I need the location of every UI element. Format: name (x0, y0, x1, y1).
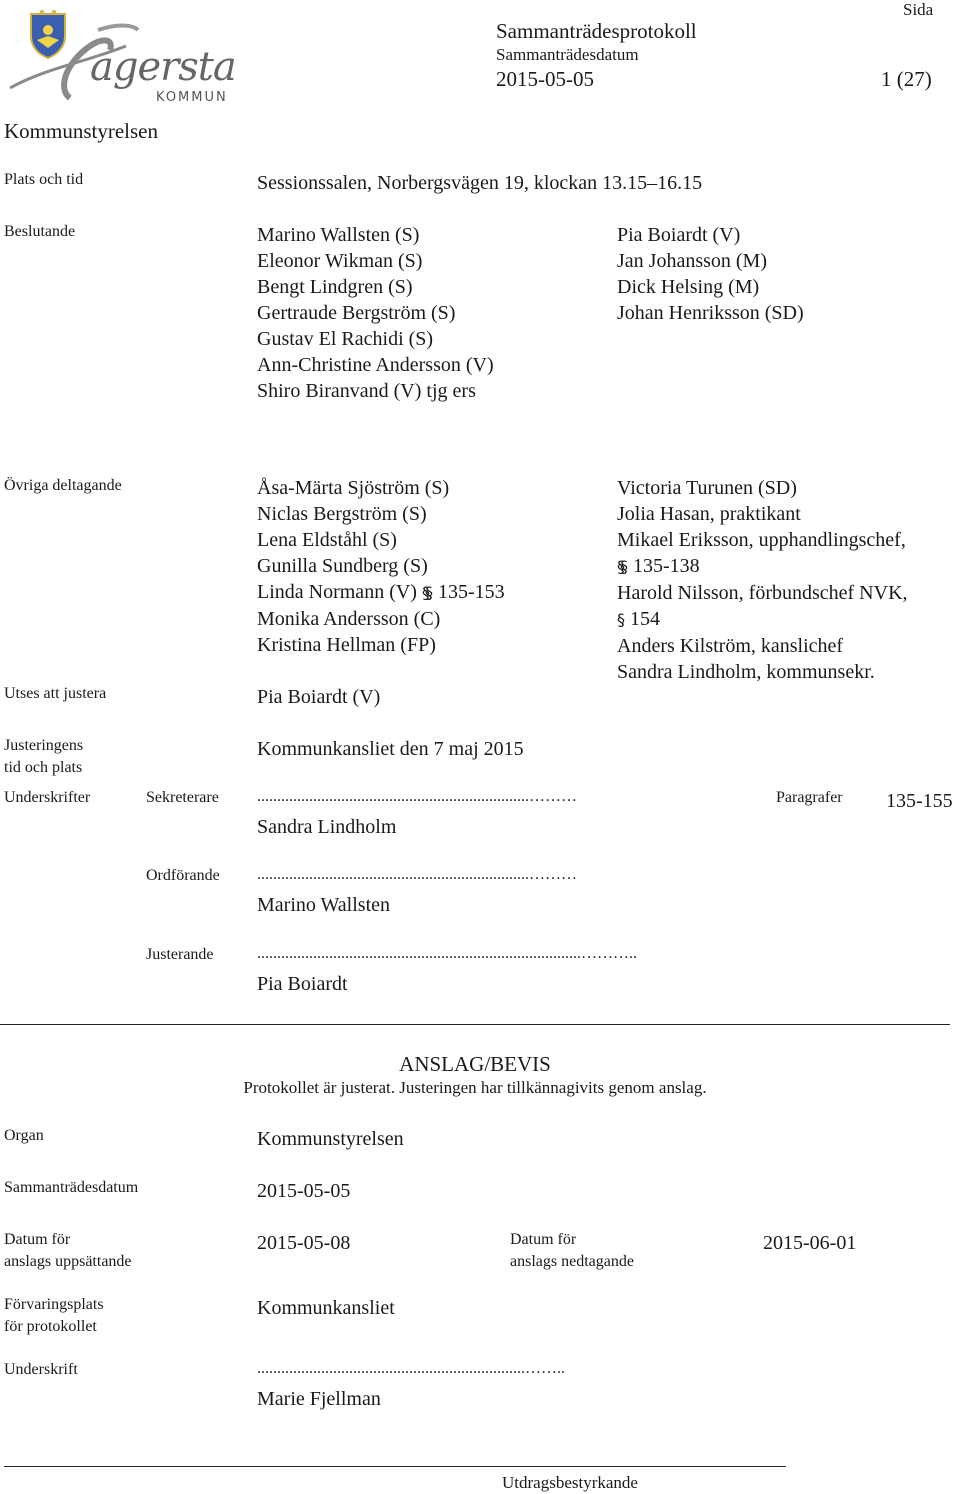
footer-label: Utdragsbestyrkande (502, 1473, 638, 1492)
ovriga-list-1 (257, 475, 505, 658)
list-item: Anders Kilström, kanslichef (617, 635, 844, 657)
forvaring-value: Kommunkansliet (257, 1297, 395, 1319)
list-item: Dick Helsing (M) (617, 276, 760, 298)
list-item (617, 606, 908, 633)
list-item: Niclas Bergström (S) (257, 503, 427, 525)
nedtagande-label-line2: anslags nedtagande (510, 1253, 634, 1270)
header-date-label: Sammanträdesdatum (496, 45, 639, 64)
list-item: Pia Boiardt (V) (617, 224, 741, 246)
paragraph-sign-icon: §§ (421, 583, 428, 602)
logo-subtitle: KOMMUN (156, 90, 228, 105)
utses-value: Pia Boiardt (V) (257, 686, 381, 708)
list-item: Monika Andersson (C) (257, 608, 441, 630)
list-item: Gunilla Sundberg (S) (257, 555, 428, 577)
list-item: Jolia Hasan, praktikant (617, 503, 801, 525)
uppsattande-label-line2: anslags uppsättande (4, 1253, 132, 1270)
ovriga-list-2 (617, 475, 908, 685)
list-item: Johan Henriksson (SD) (617, 302, 804, 324)
nedtagande-label-line1: Datum för (510, 1231, 577, 1248)
justering-value: Kommunkansliet den 7 maj 2015 (257, 738, 524, 760)
document-title: Sammanträdesprotokoll (496, 19, 697, 43)
list-item: Åsa-Märta Sjöström (S) (257, 477, 450, 499)
sekreterare-name: Sandra Lindholm (257, 816, 397, 838)
paragraph-sign-icon: §§ (617, 557, 623, 576)
list-item: Marino Wallsten (S) (257, 224, 420, 246)
list-item: Mikael Eriksson, upphandlingschef, (617, 529, 906, 551)
place-label: Plats och tid (4, 171, 84, 188)
list-item: Sandra Lindholm, kommunsekr. (617, 661, 875, 683)
organ-label: Organ (4, 1127, 44, 1144)
anslag-subtitle: Protokollet är justerat. Justeringen har tillkännagivits genom anslag. (243, 1078, 707, 1097)
logo-wordmark: agersta (90, 44, 236, 90)
ordforande-name: Marino Wallsten (257, 894, 390, 916)
list-item: Harold Nilsson, förbundschef NVK, (617, 582, 908, 604)
list-item: Bengt Lindgren (S) (257, 276, 413, 298)
paragraph-sign-icon: § (617, 610, 620, 629)
uppsattande-value: 2015-05-08 (257, 1232, 351, 1254)
underskrift-signature-line: ...................................................................…….. (257, 1360, 565, 1377)
underskrift-name: Marie Fjellman (257, 1388, 381, 1410)
list-item: Gustav El Rachidi (S) (257, 328, 434, 350)
paragraph-range: 154 (630, 608, 660, 630)
nedtagande-value: 2015-06-01 (763, 1232, 857, 1254)
sekreterare-label: Sekreterare (146, 789, 219, 806)
list-item: Jan Johansson (M) (617, 250, 767, 272)
list-item: Eleonor Wikman (S) (257, 250, 423, 272)
paragraph-range: 135-153 (437, 581, 505, 603)
forvaring-label-line2: för protokollet (4, 1318, 97, 1335)
uppsattande-label-line1: Datum för (4, 1231, 71, 1248)
list-item (617, 553, 908, 580)
page-label: Sida (903, 0, 934, 19)
utses-label: Utses att justera (4, 685, 107, 702)
beslutande-list-1 (257, 222, 494, 404)
place-value: Sessionssalen, Norbergsvägen 19, klockan 13.15–16.15 (257, 172, 703, 194)
ovriga-label: Övriga deltagande (4, 477, 122, 494)
municipality-logo (6, 10, 236, 105)
ordforande-signature-line: ....................................................................……… (257, 866, 577, 883)
justerande-signature-line: .................................................................................……….. (257, 945, 637, 962)
justerande-label: Justerande (146, 946, 214, 963)
header-date: 2015-05-05 (496, 67, 594, 91)
beslutande-list-2 (617, 222, 804, 326)
anslag-date-value: 2015-05-05 (257, 1180, 351, 1202)
ordforande-label: Ordförande (146, 867, 220, 884)
paragrafer-label: Paragrafer (776, 789, 843, 806)
list-item: Gertraude Bergström (S) (257, 302, 456, 324)
anslag-date-label: Sammanträdesdatum (4, 1179, 139, 1196)
justerande-name: Pia Boiardt (257, 973, 348, 995)
body-name: Kommunstyrelsen (4, 119, 158, 143)
signatures-label: Underskrifter (4, 789, 91, 806)
justering-label-line1: Justeringens (4, 737, 84, 754)
list-item: Ann-Christine Andersson (V) (257, 354, 494, 376)
page-number: 1 (27) (881, 67, 932, 91)
list-item: Victoria Turunen (SD) (617, 477, 797, 499)
sekreterare-signature-line: ....................................................................……… (257, 788, 577, 805)
list-item: Kristina Hellman (FP) (257, 634, 436, 656)
section-divider (0, 1024, 950, 1025)
forvaring-label-line1: Förvaringsplats (4, 1296, 104, 1313)
list-item: Lena Eldståhl (S) (257, 529, 397, 551)
beslutande-label: Beslutande (4, 223, 76, 240)
underskrift-label: Underskrift (4, 1361, 78, 1378)
justering-label-line2: tid och plats (4, 759, 83, 776)
list-item (257, 579, 505, 606)
anslag-title: ANSLAG/BEVIS (399, 1052, 551, 1076)
organ-value: Kommunstyrelsen (257, 1128, 404, 1150)
paragraph-range: 135-138 (633, 555, 700, 577)
participant-name: Linda Normann (V) (257, 581, 417, 603)
paragrafer-value: 135-155 (886, 790, 953, 812)
list-item: Shiro Biranvand (V) tjg ers (257, 380, 476, 402)
footer-divider (4, 1466, 786, 1467)
